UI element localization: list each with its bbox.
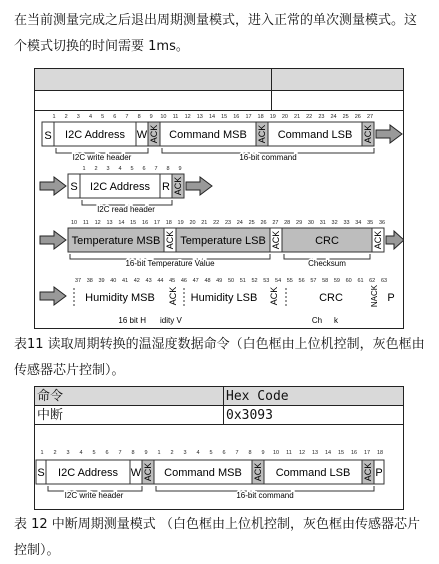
- seq4-bit-4: 40: [110, 278, 117, 284]
- fig2-bit-25: 16: [350, 450, 358, 456]
- seq3-bit-13: 22: [213, 220, 220, 226]
- seq3-checksum-label: Checksum: [308, 259, 346, 268]
- fig2-bit-24: 15: [337, 450, 345, 456]
- fig2-bit-22: 13: [311, 450, 319, 456]
- seq1-command-msb: Command MSB: [169, 129, 247, 141]
- figure1-diagram: [34, 110, 404, 328]
- seq4-bit-17: 53: [263, 278, 270, 284]
- seq1-bit-25: 25: [342, 114, 349, 120]
- fig2-start: S: [37, 467, 45, 479]
- fig2-bit-1: 1: [40, 450, 44, 456]
- seq3-continue-arrow: [386, 231, 404, 249]
- seq1-bit-10: 10: [160, 114, 167, 120]
- seq3-bit-10: 19: [177, 220, 184, 226]
- seq2-bit-7: 7: [154, 166, 158, 172]
- fig2-16bit-command-label: 16-bit command: [236, 491, 294, 500]
- fig2-bit-17: 8: [248, 450, 252, 456]
- seq3-bit-18: 27: [272, 220, 279, 226]
- fig2-write-header-label: I2C write header: [64, 491, 124, 500]
- fig2-command-msb: Command MSB: [164, 467, 242, 479]
- seq1-bit-23: 23: [318, 114, 325, 120]
- seq1-bit-1: 1: [52, 114, 56, 120]
- seq1-bit-4: 4: [88, 114, 93, 120]
- figure2-diagram: [34, 428, 404, 508]
- seq1-bit-18: 18: [257, 114, 264, 120]
- seq4-bit-22: 58: [322, 278, 329, 284]
- seq4-bit-1: 37: [74, 278, 82, 284]
- seq1-command-lsb: Command LSB: [277, 129, 353, 141]
- seq3-ack-3: ACK: [373, 230, 383, 250]
- seq1-bit-14: 14: [208, 114, 216, 120]
- seq3-bit-23: 32: [331, 220, 338, 226]
- seq4-humidity-msb: Humidity MSB: [85, 292, 155, 304]
- figure2-header-hex: Hex Code: [226, 389, 289, 404]
- fig2-bit-7: 7: [118, 450, 122, 456]
- seq2-bit-6: 6: [142, 166, 146, 172]
- figure2-header-row: [35, 387, 403, 406]
- seq3-bit-3: 12: [94, 220, 101, 226]
- fig2-bit-19: 10: [272, 450, 280, 456]
- seq4-bit-10: 46: [180, 278, 187, 284]
- seq2-bit-numbers: [82, 166, 181, 172]
- fig2-bit-27: 18: [376, 450, 384, 456]
- fig2-bit-15: 6: [222, 450, 226, 456]
- seq4-bit-14: 50: [227, 278, 235, 284]
- seq4-bit-19: 55: [286, 278, 293, 284]
- seq4-bit-25: 61: [357, 278, 364, 284]
- seq1-bit-21: 21: [294, 114, 301, 120]
- fig2-bit-4: 4: [79, 450, 83, 456]
- seq4-bit-15: 51: [239, 278, 246, 284]
- fig2-bit-11: 2: [170, 450, 174, 456]
- seq4-bit-6: 42: [133, 278, 140, 284]
- seq1-bit-19: 19: [269, 114, 276, 120]
- seq3-bit-27: 36: [378, 220, 386, 226]
- fig2-bit-26: 17: [363, 450, 371, 456]
- seq1-16bit-command-label: 16-bit command: [239, 153, 297, 162]
- seq1-bit-9: 9: [149, 114, 153, 120]
- seq1-bit-numbers: [52, 114, 373, 120]
- figure2-hex-code: 0x3093: [226, 408, 273, 423]
- seq4-arrow-in: [40, 287, 66, 305]
- seq1-bit-24: 24: [330, 114, 337, 120]
- seq1-ack-1: ACK: [149, 124, 159, 144]
- figure2-command-name: 中断: [35, 406, 224, 424]
- figure2-value-row: [35, 406, 403, 425]
- figure2-caption: 表 12 中断周期测量模式 （白色框由上位机控制，灰色框由传感器芯片控制）。: [14, 517, 420, 558]
- seq3-bit-7: 16: [142, 220, 149, 226]
- seq2-bit-3: 3: [106, 166, 110, 172]
- seq1-bit-13: 13: [196, 114, 203, 120]
- seq4-ack-2: ACK: [269, 286, 279, 306]
- seq3-bit-15: 24: [236, 220, 243, 226]
- fig2-bit-14: 5: [209, 450, 213, 456]
- seq3-bit-11: 20: [189, 220, 196, 226]
- fig2-bit-8: 8: [131, 450, 135, 456]
- intro-paragraph: 在当前测量完成之后退出周期测量模式，进入正常的单次测量模式。这个模式切换的时间需要 1ms。: [14, 13, 418, 54]
- seq4-bit-24: 60: [345, 278, 352, 284]
- seq3-bit-numbers: [71, 220, 385, 226]
- seq2-bit-2: 2: [94, 166, 98, 172]
- seq1-bit-15: 15: [221, 114, 228, 120]
- seq4-bit-2: 38: [86, 278, 93, 284]
- seq3-bit-16: 25: [248, 220, 255, 226]
- seq4-bit-26: 62: [369, 278, 376, 284]
- fig2-i2c-address: I2C Address: [58, 467, 118, 479]
- seq3-bit-20: 29: [296, 220, 303, 226]
- figure1-table-header: [35, 69, 403, 91]
- fig2-bit-16: 7: [235, 450, 239, 456]
- figure2-header-command: 命令: [35, 387, 224, 405]
- seq2-read-bit: R: [162, 181, 170, 193]
- fig2-bit-20: 11: [286, 450, 292, 456]
- seq2-continue-arrow: [186, 177, 212, 195]
- seq1-bit-26: 26: [354, 114, 361, 120]
- seq3-bit-22: 31: [319, 220, 326, 226]
- seq4-checksum-label-a: Ch: [311, 316, 323, 325]
- fig2-bit-6: 6: [105, 450, 109, 456]
- fig2-bit-10: 1: [157, 450, 161, 456]
- figure1-caption: 表11 读取周期转换的温湿度数据命令（白色框由上位机控制，灰色框由传感器芯片控制）。: [14, 337, 425, 378]
- fig2-bit-21: 12: [298, 450, 306, 456]
- seq1-write-bit: W: [136, 129, 148, 141]
- seq4-nack: NACK: [370, 284, 379, 308]
- seq1-write-header-label: I2C write header: [72, 153, 132, 162]
- fig2-ack-1: ACK: [143, 462, 153, 482]
- seq2-arrow-in: [40, 177, 66, 195]
- seq4-bit-27: 63: [380, 278, 388, 284]
- fig2-bit-5: 5: [92, 450, 96, 456]
- seq3-bit-12: 21: [201, 220, 208, 226]
- fig2-bit-2: 2: [53, 450, 57, 456]
- fig2-bit-12: 3: [183, 450, 187, 456]
- seq3-bit-5: 14: [118, 220, 125, 226]
- seq4-bit-numbers: [75, 278, 387, 284]
- fig2-bit-23: 14: [324, 450, 332, 456]
- seq3-crc: CRC: [315, 235, 339, 247]
- seq1-bit-5: 5: [101, 114, 105, 120]
- seq2-bit-8: 8: [166, 166, 170, 172]
- seq3-bit-21: 30: [307, 220, 314, 226]
- seq3-temperature-lsb: Temperature LSB: [180, 235, 266, 247]
- seq3-bit-14: 23: [224, 220, 232, 226]
- seq1-bit-22: 22: [306, 114, 313, 120]
- seq4-crc: CRC: [319, 292, 343, 304]
- fig2-bit-numbers: [40, 450, 383, 456]
- seq4-humidity-label-a: 16 bit H: [118, 316, 146, 325]
- seq3-bit-24: 33: [343, 220, 350, 226]
- seq2-bit-9: 9: [178, 166, 182, 172]
- seq3-bit-17: 26: [260, 220, 267, 226]
- seq3-bit-26: 35: [367, 220, 374, 226]
- seq3-arrow-in: [40, 231, 66, 249]
- fig2-stop: P: [375, 467, 383, 479]
- seq1-bit-27: 27: [366, 114, 374, 120]
- seq1-ack-3: ACK: [363, 124, 373, 144]
- seq1-bit-7: 7: [125, 114, 129, 120]
- seq2-read-header-label: I2C read header: [97, 205, 155, 214]
- seq3-temperature-msb: Temperature MSB: [71, 235, 161, 247]
- seq4-bit-23: 59: [333, 278, 340, 284]
- seq1-bit-6: 6: [113, 114, 117, 120]
- seq1-bit-17: 17: [245, 114, 252, 120]
- seq2-bit-1: 1: [82, 166, 86, 172]
- seq2-ack: ACK: [173, 176, 183, 196]
- seq3-ack-1: ACK: [165, 230, 175, 250]
- seq4-bit-21: 57: [310, 278, 317, 284]
- fig2-bit-13: 4: [196, 450, 200, 456]
- seq4-humidity-label-b: idity V: [160, 316, 182, 325]
- seq3-bit-2: 11: [82, 220, 89, 226]
- seq4-bit-3: 39: [98, 278, 105, 284]
- seq1-start: S: [44, 130, 52, 142]
- seq4-bit-18: 54: [275, 278, 282, 284]
- seq1-bit-12: 12: [184, 114, 191, 120]
- seq1-continue-arrow: [376, 125, 402, 143]
- seq3-bit-1: 10: [70, 220, 78, 226]
- fig2-bit-9: 9: [144, 450, 148, 456]
- seq4-checksum-label-b: k: [334, 316, 338, 325]
- seq2-start: S: [70, 181, 78, 193]
- seq2-bit-5: 5: [130, 166, 134, 172]
- seq3-bit-8: 17: [153, 220, 160, 226]
- seq2-i2c-address: I2C Address: [90, 181, 150, 193]
- seq1-bit-11: 11: [172, 114, 179, 120]
- seq3-bit-19: 28: [284, 220, 291, 226]
- fig2-bit-18: 9: [261, 450, 265, 456]
- seq1-bit-3: 3: [76, 114, 80, 120]
- seq2-bit-4: 4: [118, 166, 122, 172]
- seq4-bit-11: 47: [192, 278, 199, 284]
- seq4-bit-9: 45: [169, 278, 176, 284]
- seq3-bit-4: 13: [106, 220, 113, 226]
- seq4-bit-20: 56: [298, 278, 305, 284]
- seq1-bit-8: 8: [137, 114, 141, 120]
- seq4-bit-13: 49: [216, 278, 223, 284]
- fig2-ack-3: ACK: [363, 462, 373, 482]
- seq1-bit-20: 20: [281, 114, 288, 120]
- seq3-ack-2: ACK: [271, 230, 281, 250]
- seq4-bit-16: 52: [251, 278, 258, 284]
- seq4-bit-12: 48: [204, 278, 211, 284]
- seq1-ack-2: ACK: [257, 124, 267, 144]
- seq1-bit-16: 16: [233, 114, 240, 120]
- figure1-table-row: [35, 91, 403, 111]
- seq4-humidity-lsb: Humidity LSB: [190, 292, 258, 304]
- fig2-bit-3: 3: [66, 450, 70, 456]
- fig2-ack-2: ACK: [253, 462, 263, 482]
- seq4-bit-8: 44: [157, 278, 164, 284]
- seq1-i2c-address: I2C Address: [65, 129, 125, 141]
- seq4-stop: P: [387, 292, 395, 304]
- seq3-bit-9: 18: [165, 220, 172, 226]
- fig2-command-lsb: Command LSB: [275, 467, 351, 479]
- seq4-bit-7: 43: [145, 278, 152, 284]
- seq4-ack-1: ACK: [168, 286, 178, 306]
- seq3-temperature-value-label: 16-bit Temperature Value: [125, 259, 215, 268]
- seq4-bit-5: 41: [122, 278, 129, 284]
- seq1-bit-2: 2: [64, 114, 68, 120]
- seq3-bit-6: 15: [130, 220, 137, 226]
- fig2-write-bit: W: [130, 467, 142, 479]
- seq3-bit-25: 34: [355, 220, 362, 226]
